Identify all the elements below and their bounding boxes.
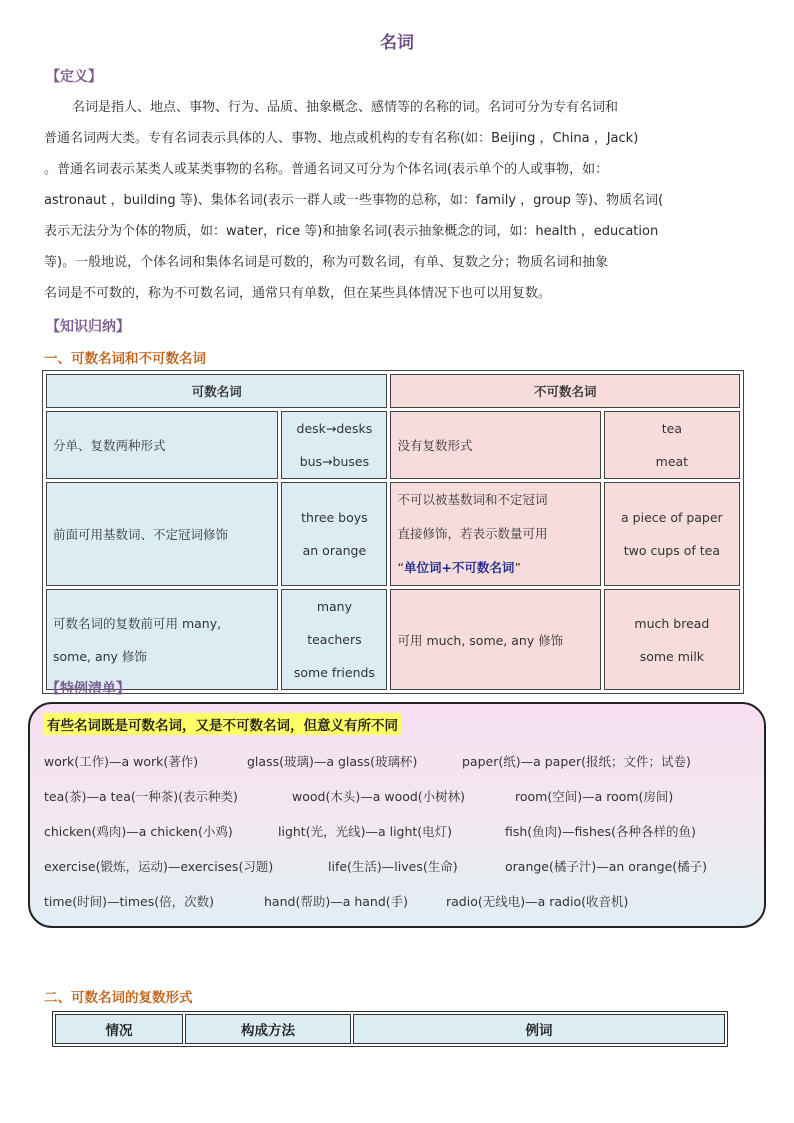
definition-line: 名词是不可数的，称为不可数名词，通常只有单数，但在某些具体情况下也可以用复数。 <box>44 286 552 301</box>
uncountable-rule: 没有复数形式 <box>390 411 600 479</box>
definition-line <box>44 92 748 123</box>
example: some milk <box>639 648 705 664</box>
quote-mark: “ <box>397 560 404 575</box>
definition-line: 。普通名词表示某类人或某类事物的名称。普通名词又可分为个体名词(表示单个的人或事物，如： <box>44 162 609 177</box>
example: some friends <box>293 665 375 680</box>
example: tea <box>661 421 683 436</box>
plural-forms-table <box>52 1011 728 1047</box>
uncountable-header: 不可数名词 <box>390 374 740 408</box>
definition-line: 表示无法分为个体的物质，如：water，rice 等)和抽象名词(表示抽象概念的词，如：health ，education <box>44 224 659 239</box>
section2-heading: 二、可数名词的复数形式 <box>44 990 193 1006</box>
table-row <box>46 589 740 690</box>
example-pair: radio(无线电)—a radio(收音机) <box>446 894 629 909</box>
countable-uncountable-table <box>42 370 744 694</box>
column-header: 构成方法 <box>185 1014 351 1044</box>
definition-paragraph <box>44 92 748 309</box>
example: an orange <box>302 543 367 558</box>
example: bus→buses <box>299 454 370 469</box>
definition-line-text: 名词是指人、地点、事物、行为、品质、抽象概念、感情等的名称的词。名词可分为专有名词和 <box>72 100 619 115</box>
definition-line: 等)。一般地说，个体名词和集体名词是可数的，称为可数名词，有单、复数之分；物质名词和抽象 <box>44 255 609 270</box>
example-row <box>44 892 754 912</box>
example: meat <box>655 454 689 469</box>
rule-line: some, any 修饰 <box>53 648 147 664</box>
example-row <box>44 752 754 772</box>
example-pair: hand(帮助)—a hand(手) <box>264 894 409 909</box>
definition-line: astronaut ，building 等)、集体名词(表示一群人或一些事物的总称，如：family ，group 等)、物质名词( <box>44 193 664 208</box>
example-pair: life(生活)—lives(生命) <box>328 859 458 874</box>
example-pair: exercise(锻炼，运动)—exercises(习题) <box>44 859 274 874</box>
table-header-row <box>55 1014 725 1044</box>
example-pair: glass(玻璃)—a glass(玻璃杯) <box>247 754 418 769</box>
highlight-note: 有些名词既是可数名词，又是不可数名词，但意义有所不同 <box>44 713 401 735</box>
example: two cups of tea <box>623 543 720 558</box>
countable-rule: 前面可用基数词、不定冠词修饰 <box>46 482 278 586</box>
example-row <box>44 787 754 807</box>
example: a piece of paper <box>621 510 723 525</box>
uncountable-examples <box>604 411 740 479</box>
example-pair: time(时间)—times(倍，次数) <box>44 894 215 909</box>
example-row <box>44 822 754 842</box>
example-pair: light(光，光线)—a light(电灯) <box>278 824 453 839</box>
example: many teachers <box>307 599 362 647</box>
special-heading: 【特例清单】 <box>46 681 130 697</box>
column-header: 情况 <box>55 1014 183 1044</box>
unit-word-phrase: 单位词+不可数名词 <box>403 560 515 575</box>
uncountable-rule: 可用 much, some, any 修饰 <box>390 589 600 690</box>
countable-header: 可数名词 <box>46 374 387 408</box>
table-row <box>46 411 740 479</box>
rule-line <box>397 551 593 585</box>
example-row <box>44 857 754 877</box>
table-row <box>46 482 740 586</box>
example: much bread <box>634 615 710 631</box>
example-pair: paper(纸)—a paper(报纸；文件；试卷) <box>462 754 691 769</box>
uncountable-examples <box>604 482 740 586</box>
rule-line: 直接修饰，若表示数量可用 <box>397 526 548 541</box>
example-pair: orange(橘子汁)—an orange(橘子) <box>505 859 708 874</box>
example-pair: wood(木头)—a wood(小树林) <box>292 789 466 804</box>
uncountable-rule <box>390 482 600 586</box>
table-header-row <box>46 374 740 408</box>
quote-mark: ” <box>514 560 521 575</box>
countable-rule: 分单、复数两种形式 <box>46 411 278 479</box>
section1-heading: 一、可数名词和不可数名词 <box>44 351 206 367</box>
countable-rule <box>46 589 278 690</box>
knowledge-heading: 【知识归纳】 <box>46 319 130 335</box>
example-pair: room(空间)—a room(房间) <box>515 789 674 804</box>
special-examples-box <box>28 702 766 928</box>
uncountable-examples <box>604 589 740 690</box>
example-pair: fish(鱼肉)—fishes(各种各样的鱼) <box>505 824 696 839</box>
column-header: 例词 <box>353 1014 725 1044</box>
example-pair: tea(茶)—a tea(一种茶)(表示种类) <box>44 789 238 804</box>
rule-line: 不可以被基数词和不定冠词 <box>397 492 548 507</box>
countable-examples <box>281 482 387 586</box>
rule-line: 可数名词的复数前可用 many, <box>53 615 222 631</box>
example: three boys <box>301 510 368 525</box>
definition-heading: 【定义】 <box>46 69 102 85</box>
countable-examples <box>281 589 387 690</box>
example-pair: chicken(鸡肉)—a chicken(小鸡) <box>44 824 233 839</box>
example: desk→desks <box>296 421 373 436</box>
definition-line: 普通名词两大类。专有名词表示具体的人、事物、地点或机构的专有名称(如：Beijing ，China ，Jack) <box>44 131 639 146</box>
countable-examples <box>281 411 387 479</box>
page-title: 名词 <box>380 33 414 53</box>
example-pair: work(工作)—a work(著作) <box>44 754 199 769</box>
